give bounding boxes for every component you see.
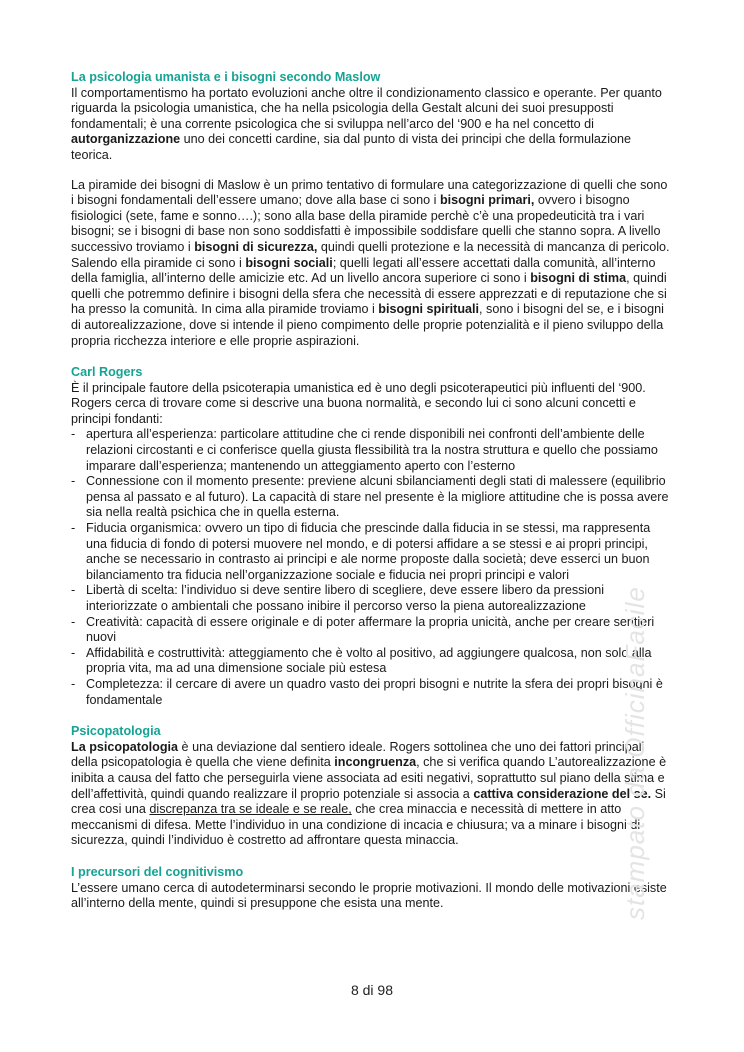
watermark-text: stampato da OfficinaFacile [620,586,650,920]
document-page [71,70,673,912]
paragraph-rogers-intro: È il principale fautore della psicoterapia umanistica ed è uno degli psicoterapeutici più influenti del ‘900. Rogers cerca di trovare come si descrive una buona normalità, e secondo lui ci sono alcuni concetti e principi fondanti: [71,380,646,426]
list-item: - apertura all’esperienza: particolare attitudine che ci rende disponibili nei confronti dell’ambiente delle relazioni circostanti e ci conferisce quella giusta flessibilità tra la nostra struttura e quello che possiamo imparare dall’esperienza; mantenendo un atteggiamento aperto con l’esterno [71,427,673,474]
list-item: - Affidabilità e costruttività: atteggiamento che è volto al positivo, ad aggiungere qualcosa, non solo alla propria vita, ma ad una dimensione sociale più estesa [71,646,673,677]
rogers-principles-list [71,427,673,708]
paragraph-psicopatologia: La psicopatologia è una deviazione dal sentiero ideale. Rogers sottolinea che uno dei fattori principali della psicopatologia è quella che viene definita incongruenza, che si verifica quando L’autorealizzazione è inibita a causa del fatto che perseguirla viene associata ad esiti negativi, soprattutto sul piano della stima e dell’affettività, quindi quando realizzare il proprio potenziale si associa a cattiva considerazione del se. Si crea cosi una discrepanza tra se ideale e se reale, che crea minaccia e necessità di mettere in atto meccanismi di difesa. Mette l’individuo in una condizione di incacia e chiusura; va a minare i bisogni di sicurezza, quindi l’individuo è costretto ad affrontare questa minaccia. [71,739,667,848]
paragraph-maslow-intro: Il comportamentismo ha portato evoluzioni anche oltre il condizionamento classico e operante. Per quanto riguarda la psicologia umanistica, che ha nella psicologia della Gestalt alcuni dei suoi presupposti fondamentali; è una corrente psicologica che si sviluppa nell’arco del ‘900 e ha nel concetto di autorganizzazione uno dei concetti cardine, sia dal punto di vista dei principi che della formulazione teorica. [71,85,662,162]
paragraph-cognitivismo: L’essere umano cerca di autodeterminarsi secondo le proprie motivazioni. Il mondo delle motivazioni esiste all’interno della mente, quindi si presuppone che esista una mente. [71,880,667,911]
page-number: 8 di 98 [350,982,394,998]
list-item: - Connessione con il momento presente: previene alcuni sbilanciamenti degli stati di malessere (equilibrio pensa al passato e al futuro). La capacità di stare nel presente è la migliore attitudine che is possa avere sia nella realtà psichica che in quella esterna. [71,474,673,521]
list-item: - Fiducia organismica: ovvero un tipo di fiducia che prescinde dalla fiducia in se stessi, ma rappresenta una fiducia di fondo di potersi muovere nel mondo, e di potersi affidare a se stessi e ai propri principi, anche se necessario in contrasto ai principi e ale norme proposte dalla società; deve esserci un buon bilanciamento tra fiducia nell’organizzazione sociale e fiducia nei propri principi e valori [71,521,673,583]
list-item: - Creatività: capacità di essere originale e di poter affermare la propria unicità, anche per creare sentieri nuovi [71,615,673,646]
list-item: - Completezza: il cercare di avere un quadro vasto dei propri bisogni e nutrite la sfera dei propri bisogni è fondamentale [71,677,673,708]
section-heading-maslow: La psicologia umanista e i bisogni secondo Maslow [71,70,381,84]
list-item: - Libertà di scelta: l’individuo si deve sentire libero di scegliere, deve essere libero da pressioni interiorizzate o ambientali che possano inibire il percorso verso la piena autorealizzazione [71,583,673,614]
paragraph-maslow-pyramid: La piramide dei bisogni di Maslow è un primo tentativo di formulare una categorizzazione di quelli che sono i bisogni fondamentali dell’essere umano; dove alla base ci sono i bisogni primari, ovvero i bisogno fisiologici (sete, fame e sonno….); sono alla base della piramide perchè c’è una propedeuticità tra i vari bisogni; se i bisogni di base non sono soddisfatti è impossibile soddisfare quelli che stanno sopra. A livello successivo troviamo i bisogni di sicurezza, quindi quelli protezione e la necessità di mancanza di pericolo. Salendo ella piramide ci sono i bisogni sociali; quelli legati all’essere accettati dalla comunità, all’interno della famiglia, all’interno delle amicizie etc. Ad un livello ancora superiore ci sono i bisogni di stima, quindi quelli che potremmo definire i bisogni della sfera che necessità di essere apprezzati e di reputazione che si ha presso la comunità. In cima alla piramide troviamo i bisogni spirituali, sono i bisogni del se, e i bisogni di autorealizzazione, dove si intende il pieno compimento delle proprie potenzialità e il pieno sviluppo della propria ricchezza interiore e elle proprie aspirazioni. [71,177,670,348]
section-heading-rogers: Carl Rogers [71,365,143,380]
section-heading-cognitivismo: I precursori del cognitivismo [71,864,244,879]
section-heading-psicopatologia: Psicopatologia [71,724,161,739]
